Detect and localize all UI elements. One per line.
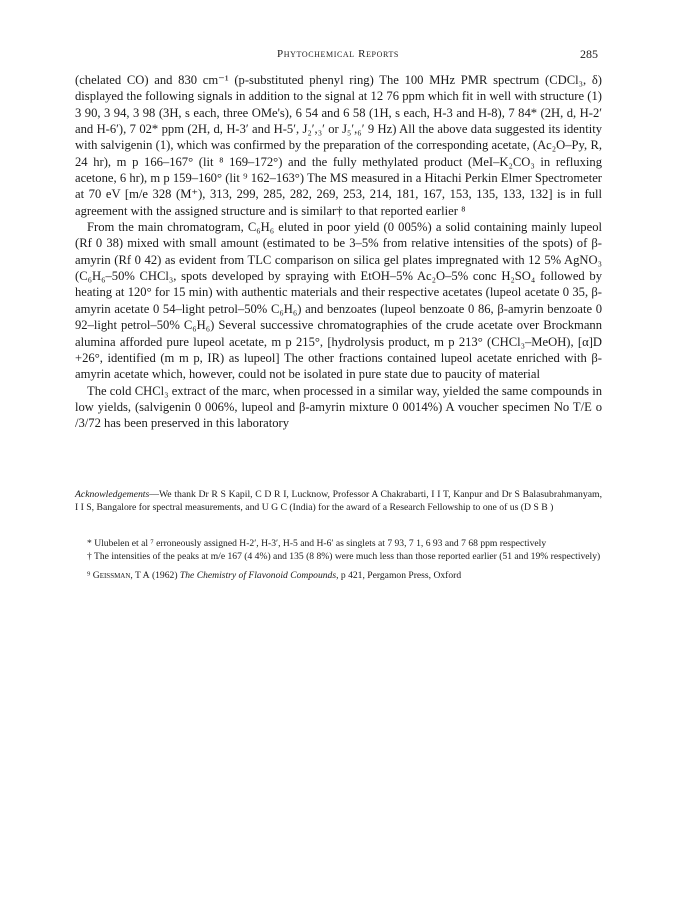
paragraph-salvigenin: (chelated CO) and 830 cm⁻¹ (p-substituted phenyl ring) The 100 MHz PMR spectrum (CDCl₃, δ) displayed the following signals in addition to the signal at 12 76 ppm which fit in well with structure (1) 3 90, 3 94, 3 98 (3H, s each, three OMe's), 6 54 and 6 58 (1H, s each, H-3 and H-8), 7 84* (2H, d, H-2′ and H-6′), 7 02* ppm (2H, d, H-3′ and H-5′, J₂′,₃′ or J₅′,₆′ 9 Hz) All the above data suggested its identity with salvigenin (1), which was confirmed by the preparation of the corresponding acetate, (Ac₂O–Py, R, 24 hr), m p 166–167° (lit ⁸ 169–172°) and the fully methylated product (MeI–K₂CO₃ in refluxing acetone, 6 hr), m p 159–160° (lit ⁹ 162–163°) The MS measured in a Hitachi Perkin Elmer Spectrometer at 70 eV [m/e 328 (M⁺), 313, 299, 285, 282, 269, 253, 214, 181, 167, 153, 135, 133, 132] is in full agreement with the assigned structure and is similar† to that reported earlier ⁸ (75, 73, 602, 218)
footnote-dagger: † The intensities of the peaks at m/e 167 (4 4%) and 135 (8 8%) were much less than those reported earlier (51 and 19% respectively) (87, 551, 601, 562)
paragraph-chcl3-extract: The cold CHCl₃ extract of the marc, when processed in a similar way, yielded the same compounds in low yields, (salvigenin 0 006%, lupeol and β-amyrin mixture 0 0014%) A voucher specimen No T/E o /3/72 has been preserved in this laboratory (75, 383, 602, 431)
footnote-star: * Ulubelen et al ⁷ erroneously assigned H-2′, H-3′, H-5 and H-6′ as singlets at 7 93, 7 1, 6 93 and 7 68 ppm respectively (87, 538, 547, 549)
reference-9-year: (1962) (151, 570, 178, 581)
reference-9 (75, 569, 602, 582)
running-title: Phytochemical Reports (277, 48, 399, 60)
acknowledgements-text: —We thank Dr R S Kapil, C D R I, Lucknow, Professor A Chakrabarti, I I T, Kanpur and Dr S Balasubrahmanyam, I I S, Bangalore for spectral measurements, and U G C (India) for the award of a Research Fellowship to one of us (D S B ) (75, 489, 602, 513)
page-number: 285 (580, 47, 598, 61)
footnotes (75, 537, 602, 582)
reference-9-author: Geissman, T A (92, 570, 150, 581)
acknowledgements (75, 488, 602, 514)
body-text (75, 72, 602, 432)
acknowledgements-label: Acknowledgements (75, 489, 150, 500)
reference-9-number: ⁹ (87, 570, 91, 581)
paragraph-lupeol: From the main chromatogram, C₆H₆ eluted in poor yield (0 005%) a solid containing mainly lupeol (Rf 0 38) mixed with small amount (estimated to be 3–5% from relative intensities of the spots) of β-amyrin (Rf 0 42) as evident from TLC comparison on silica gel plates impregnated with 12 5% AgNO₃ (C₆H₆–50% CHCl₃, spots developed by spraying with EtOH–5% Ac₂O–5% conc H₂SO₄ followed by heating at 120° for 15 min) with authentic materials and their respective acetates (lupeol acetate 0 35, β-amyrin acetate 0 54–light petrol–50% C₆H₆) and benzoates (lupeol benzoate 0 86, β-amyrin benzoate 0 92–light petrol–50% C₆H₆) Several successive chromatographies of the crude acetate over Brockmann alumina afforded pure lupeol acetate, m p 215°, [hydrolysis product, m p 213° (CHCl₃–MeOH), [α]D +26°, identified (m m p, IR) as lupeol] The other fractions contained lupeol acetate enriched with β-amyrin acetate which, however, could not be isolated in pure state due to paucity of material (75, 220, 602, 382)
reference-9-publisher: , p 421, Pergamon Press, Oxford (336, 570, 462, 581)
reference-9-title: The Chemistry of Flavonoid Compounds (179, 570, 337, 581)
